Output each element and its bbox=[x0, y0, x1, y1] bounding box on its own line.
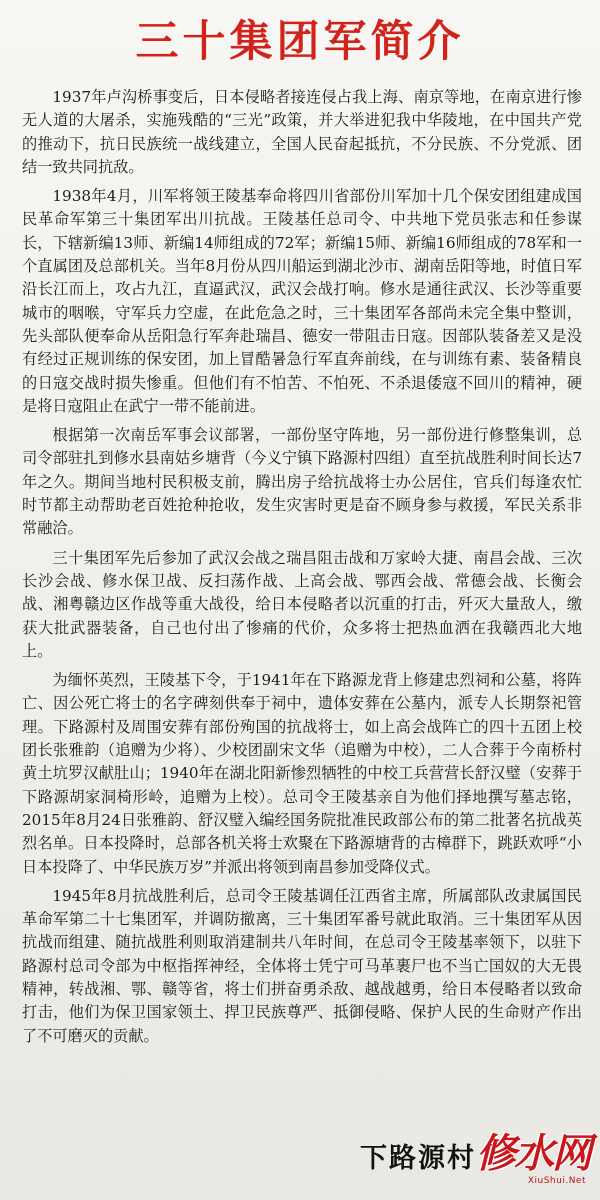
watermark-logo-text: 修水网 bbox=[476, 1130, 590, 1177]
paragraph-memorial: 为缅怀英烈，王陵基下令，于1941年在下路源龙背上修建忠烈祠和公墓，将阵亡、因公死亡将士的名字碑刻供奉于祠中，遗体安葬在公墓内，派专人长期祭祀管理。下路源村及周围安葬有部份殉国的抗战将士，如上高会战阵亡的四十五团上校团长张雅韵（追赠为少将）、少校团副宋文华（追赠为中校），二人合葬于今南桥村黄土坑罗汉献肚山；1940年在湖北阳新惨烈牺牲的中校工兵营营长舒汉璧（安葬于下路源胡家洞椅形岭，追赠为上校）。总司令王陵基亲自为他们择地撰写墓志铭，2015年8月24日张雅韵、舒汉璧入编经国务院批准民政部公布的第二批著名抗战英烈名单。日本投降时，总部各机关将士欢聚在下路源塘背的古樟群下，跳跃欢呼“小日本投降了、中华民族万岁”并派出将领到南昌参加受降仪式。 bbox=[22, 671, 582, 876]
article-body bbox=[22, 86, 582, 1054]
paragraph-1945: 1945年8月抗战胜利后，总司令王陵基调任江西省主席，所属部队改隶属国民革命军第二十七集团军，并调防撤离，三十集团军番号就此取消。三十集团军从因抗战而组建、随抗战胜利则取消建制共八年时间，在总司令王陵基率领下，以驻下路源村总司令部为中枢指挥神经，全体将士凭宁可马革裹尸也不当亡国奴的大无畏精神，转战湘、鄂、赣等省，将士们拼奋勇杀敌、越战越勇，给日本侵略者以致命打击，他们为保卫国家领土、捍卫民族尊严、抵御侵略、保护人民的生命财产作出了不可磨灭的贡献。 bbox=[22, 886, 582, 1045]
signature: 下路源村 bbox=[360, 1143, 476, 1174]
watermark-url: XiuShui.Net bbox=[527, 1176, 586, 1186]
paragraph-1938: 1938年4月，川军将领王陵基奉命将四川省部份川军加十几个保安团组建成国民革命军第三十集团军出川抗战。王陵基任总司令、中共地下党员张志和任参谋长，下辖新编13师、新编14师组成的72军；新编15师、新编16师组成的78军和一个直属团及总部机关。当年8月份从四川船运到湖北沙市、湖南岳阳等地，时值日军沿长江而上，攻占九江，直逼武汉，武汉会战打响。修水是通往武汉、长沙等重要城市的咽喉，守军兵力空虚，在此危急之时，三十集团军各部尚未完全集中整训，先头部队便奉命从岳阳急行军奔赴瑞昌、德安一带阻击日寇。因部队装备差又是没有经过正规训练的保安团，加上冒酷暑急行军直奔前线，在与训练有素、装备精良的日寇交战时损失惨重。但他们有不怕苦、不怕死、不杀退倭寇不回川的精神，硬是将日寇阻止在武宁一带不能前进。 bbox=[22, 187, 582, 415]
watermark-logo bbox=[470, 1132, 590, 1192]
paragraph-1937: 1937年卢沟桥事变后，日本侵略者接连侵占我上海、南京等地，在南京进行惨无人道的大屠杀，实施残酷的“三光”政策，并大举进犯我中华陵地，在中国共产党的推动下，抗日民族统一战线建立，全国人民奋起抵抗，不分民族、不分党派、团结一致共同抗敌。 bbox=[22, 88, 582, 176]
paragraph-headquarters: 根据第一次南岳军事会议部署，一部份坚守阵地，另一部份进行修整集训，总司令部驻扎到修水县南姑乡塘背（今义宁镇下路源村四组）直至抗战胜利时间长达7年之久。期间当地村民积极支前，腾出房子给抗战将士办公居住，官兵们每逢农忙时节都主动帮助老百姓抢种抢收，发生灾害时更是奋不顾身参与救援，军民关系非常融洽。 bbox=[22, 426, 582, 538]
page-title: 三十集团军简介 bbox=[135, 17, 465, 67]
paragraph-battles: 三十集团军先后参加了武汉会战之瑞昌阻击战和万家岭大捷、南昌会战、三次长沙会战、修水保卫战、反扫荡作战、上高会战、鄂西会战、常德会战、长衡会战、湘粤赣边区作战等重大战役，给日本侵略者以沉重的打击，歼灭大量敌人，缴获大批武器装备，自己也付出了惨痛的代价，众多将士把热血洒在我赣西北大地上。 bbox=[22, 548, 582, 660]
